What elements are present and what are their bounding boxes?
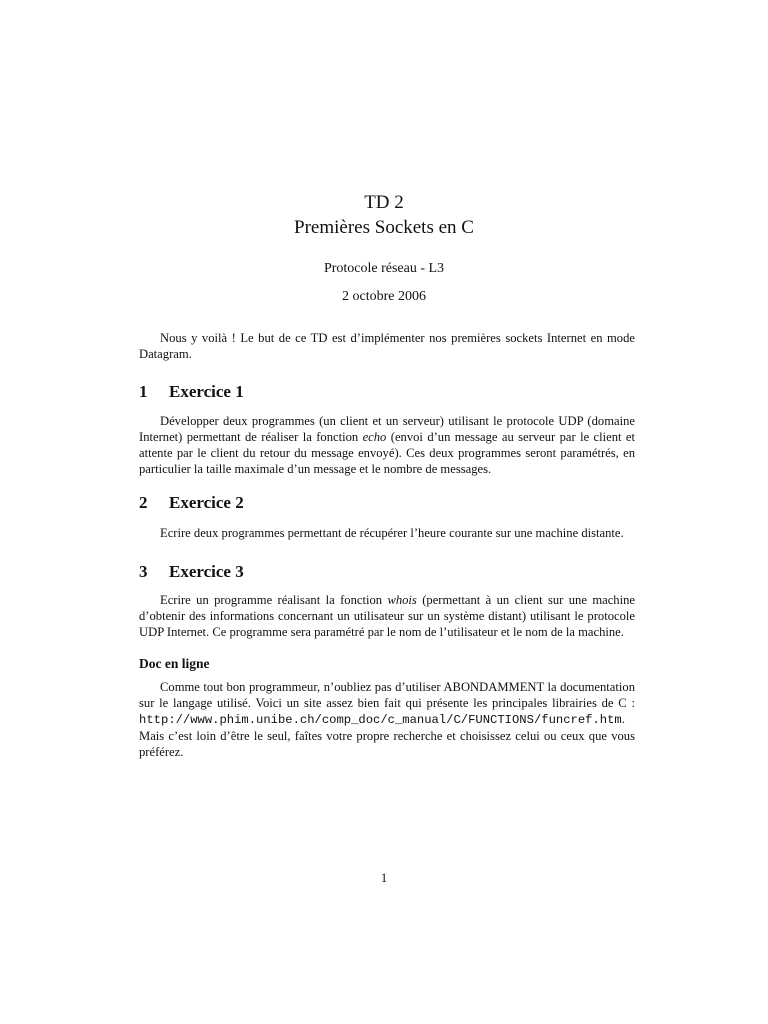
section-heading-3 — [139, 562, 635, 582]
text-run: . Mais c’est loin d’être le seul, faîtes votre propre recherche et choisissez celui ou ceux que vous préférez. — [139, 712, 635, 759]
title-block — [0, 190, 768, 306]
section-2-body — [139, 525, 635, 541]
course-name: Protocole réseau - L3 — [323, 261, 445, 276]
text-run: (envoi d’un message au serveur par le client et attente par le client du retour du message envoyé). Ces deux programmes seront paramétrés, en particulier la taille maximale d’un message et le nombre de messages. — [139, 430, 636, 476]
section-number: 1 — [139, 382, 148, 401]
section-heading-1 — [139, 382, 635, 402]
section-1-text — [139, 413, 635, 477]
section-1-body — [139, 413, 635, 477]
emphasis-whois: whois — [387, 593, 417, 607]
text-run: Comme tout bon programmeur, n’oubliez pas d’utiliser ABONDAMMENT la documentation sur le langage utilisé. Voici un site assez bien fait qui présente les principales librairies de C : — [139, 680, 635, 710]
section-3-text — [139, 592, 635, 640]
document-title: TD 2 — [364, 192, 404, 213]
text-run: Développer deux programmes (un client et un serveur) utilisant le protocole UDP (domaine Internet) permettant de réaliser la fonction — [139, 414, 635, 444]
document-subtitle: Premières Sockets en C — [294, 217, 474, 238]
intro-text: Nous y voilà ! Le but de ce TD est d’implémenter nos premières sockets Internet en mode Datagram. — [139, 331, 635, 361]
section-title: Exercice 3 — [169, 562, 244, 581]
intro-paragraph — [139, 330, 635, 362]
section-heading-2 — [139, 493, 635, 513]
doc-url-link[interactable]: http://www.phim.unibe.ch/comp_doc/c_manual/C/FUNCTIONS/funcref.htm — [139, 713, 622, 727]
document-date: 2 octobre 2006 — [342, 289, 426, 304]
section-number: 2 — [139, 493, 148, 512]
text-run: Ecrire un programme réalisant la fonction — [160, 593, 388, 607]
emphasis-echo: echo — [362, 430, 387, 444]
section-number: 3 — [139, 562, 148, 581]
section-2-text: Ecrire deux programmes permettant de récupérer l’heure courante sur une machine distante. — [160, 526, 624, 540]
section-title: Exercice 1 — [169, 382, 244, 401]
section-title: Exercice 2 — [169, 493, 244, 512]
text-run: (permettant à un client sur une machine d’obtenir des informations concernant un utilisateur sur un système distant) utilisant le protocole UDP Internet. Ce programme sera paramétré par le nom de l’utilisateur et le nom de la machine. — [139, 593, 635, 639]
doc-text — [139, 679, 635, 760]
doc-body — [139, 679, 635, 760]
page-number: 1 — [380, 871, 388, 885]
section-3-body — [139, 592, 635, 640]
doc-heading: Doc en ligne — [139, 656, 210, 671]
